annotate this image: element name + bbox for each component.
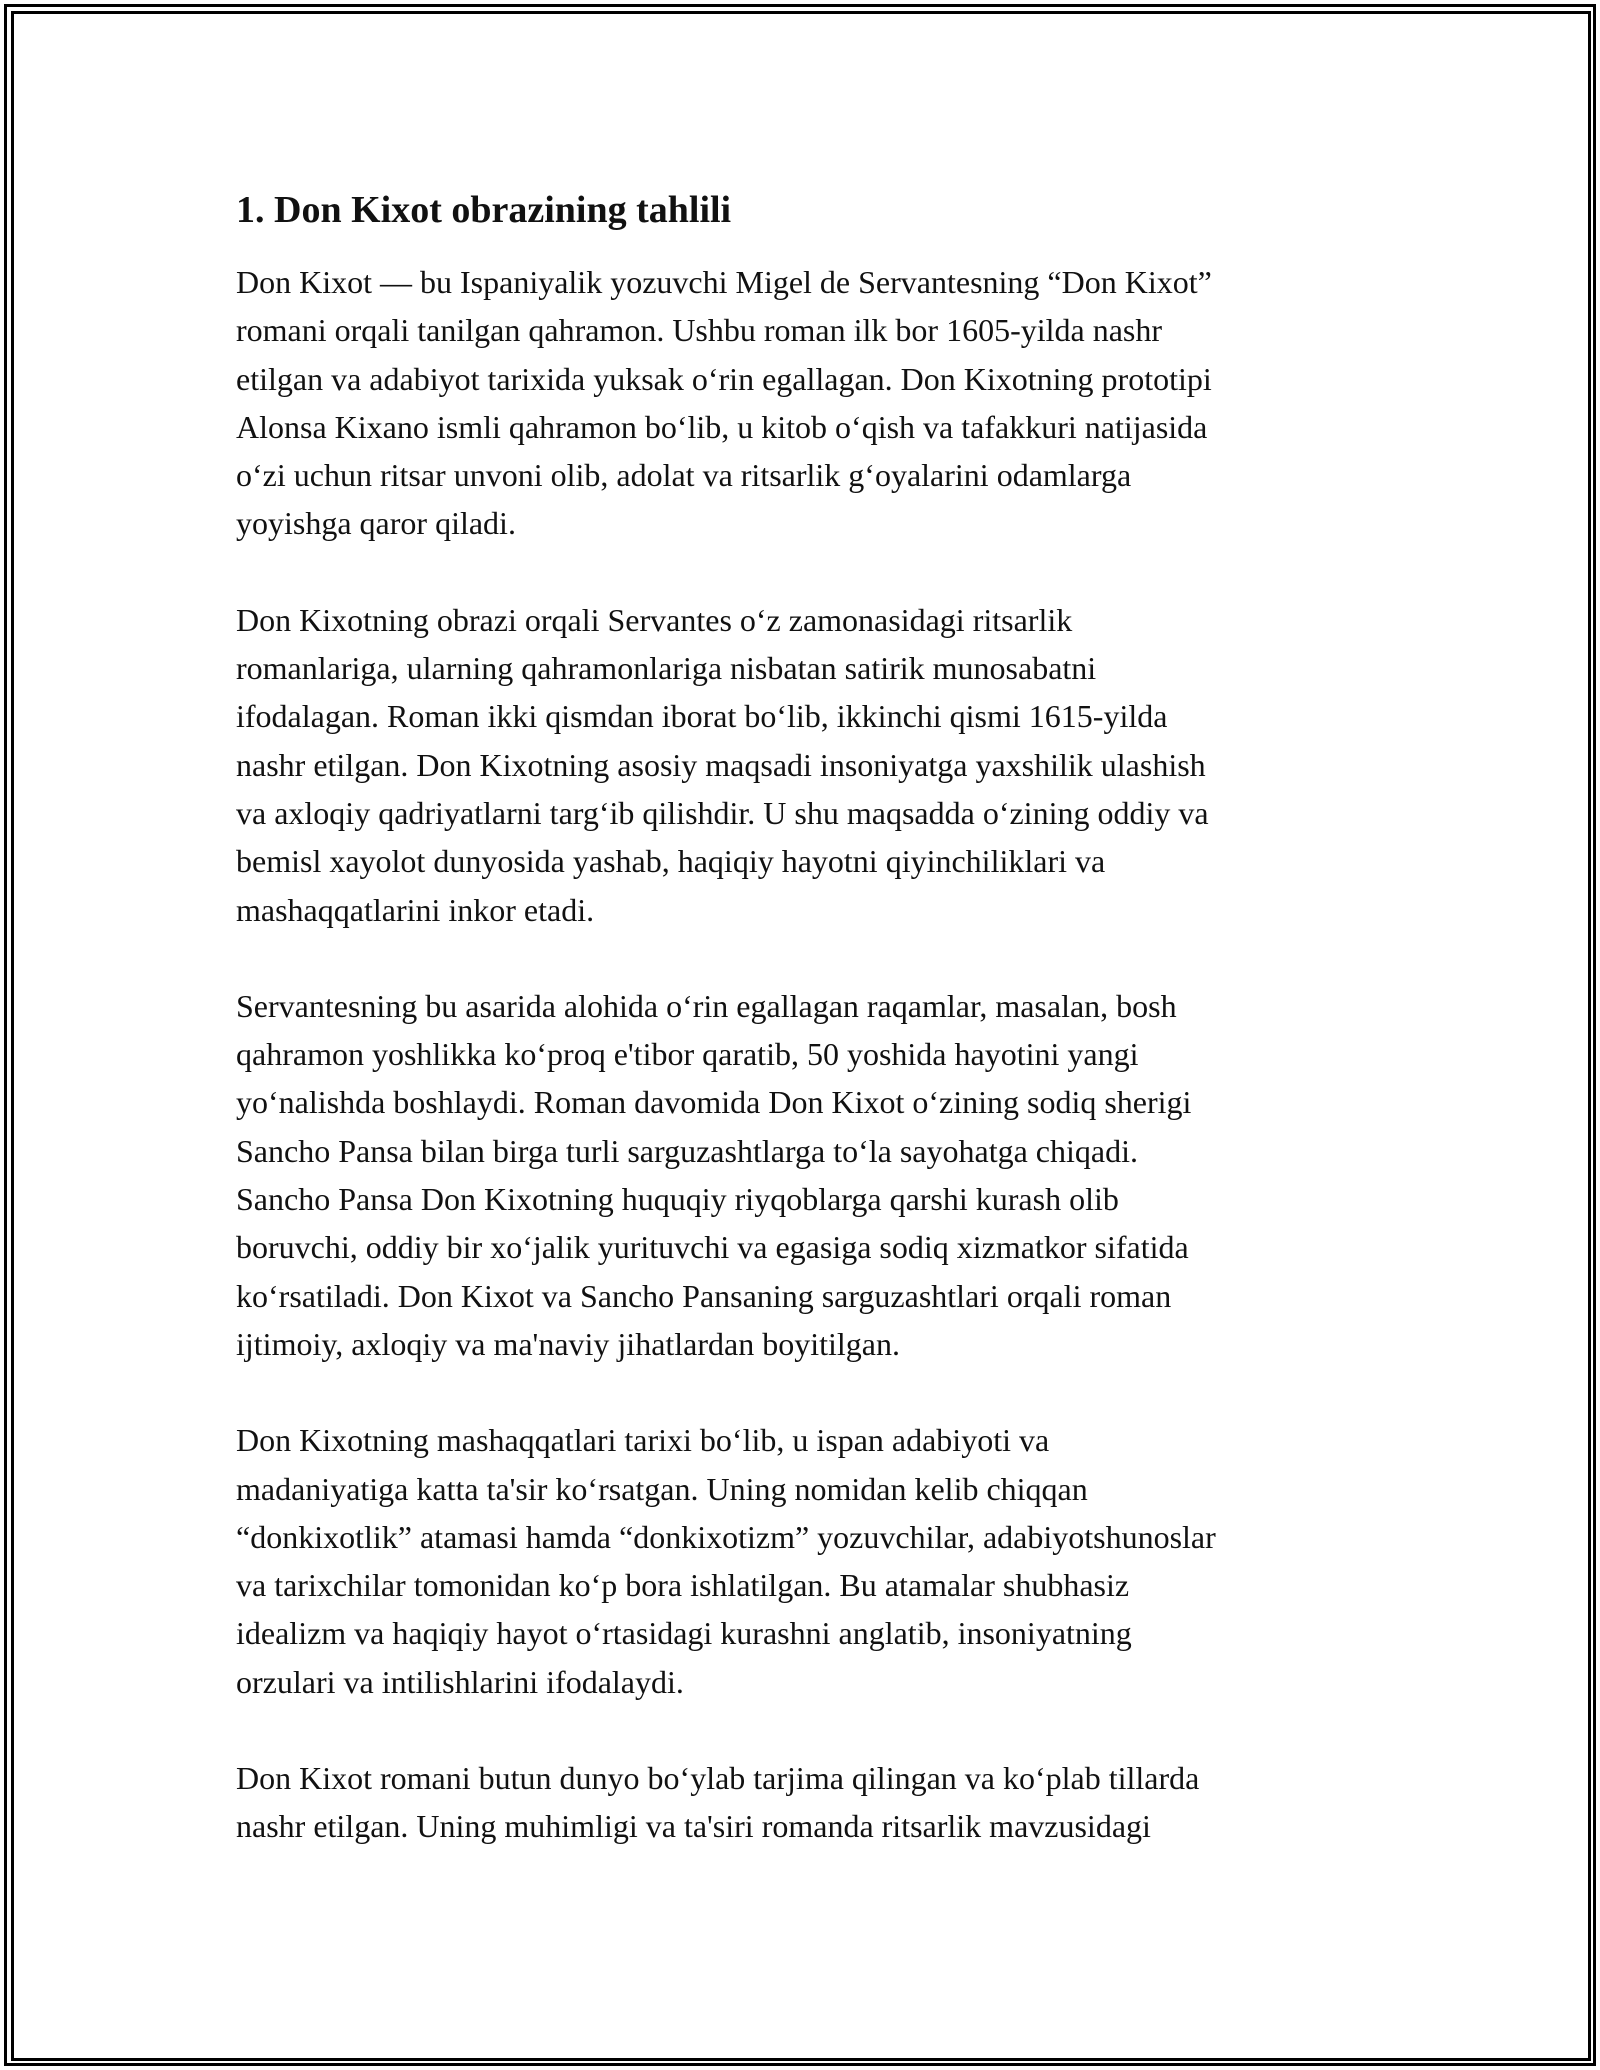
paragraph-4: Don Kixotning mashaqqatlari tarixi boʻlib, u ispan adabiyoti va madaniyatiga katta ta'sir koʻrsatgan. Uning nomidan kelib chiqqan “donkixotlik” atamasi hamda “donkixotizm” yozuvchilar, adabiyotshunoslar va tarixchilar tomonidan koʻp bora ishlatilgan. Bu atamalar shubhasiz idealizm va haqiqiy hayot oʻrtasidagi kurashni anglatib, insoniyatning orzulari va intilishlarini ifodalaydi.	[236, 1422, 1216, 1700]
paragraph-5: Don Kixot romani butun dunyo boʻylab tarjima qilingan va koʻplab tillarda nashr etilgan. Uning muhimligi va ta'siri romanda ritsarlik mavzusidagi	[236, 1760, 1200, 1845]
paragraph-1: Don Kixot — bu Ispaniyalik yozuvchi Migel de Servantesning “Don Kixot” romani orqali tanilgan qahramon. Ushbu roman ilk bor 1605-yilda nashr etilgan va adabiyot tarixida yuksak oʻrin egallagan. Don Kixotning prototipi Alonsa Kixano ismli qahramon boʻlib, u kitob oʻqish va tafakkuri natijasida oʻzi uchun ritsar unvoni olib, adolat va ritsarlik gʻoyalarini odamlarga yoyishga qaror qiladi.	[236, 264, 1212, 542]
section-heading: 1. Don Kixot obrazining tahlili	[236, 189, 732, 231]
paragraph-2: Don Kixotning obrazi orqali Servantes oʻz zamonasidagi ritsarlik romanlariga, ularning qahramonlariga nisbatan satirik munosabatni ifodalagan. Roman ikki qismdan iborat boʻlib, ikkinchi qismi 1615-yilda nashr etilgan. Don Kixotning asosiy maqsadi insoniyatga yaxshilik ulashish va axloqiy qadriyatlarni targʻib qilishdir. U shu maqsadda oʻzining oddiy va bemisl xayolot dunyosida yashab, haqiqiy hayotni qiyinchiliklari va mashaqqatlarini inkor etadi.	[236, 601, 1209, 928]
paragraph-3: Servantesning bu asarida alohida oʻrin egallagan raqamlar, masalan, bosh qahramon yoshlikka koʻproq e'tibor qaratib, 50 yoshida hayotini yangi yoʻnalishda boshlaydi. Roman davomida Don Kixot oʻzining sodiq sherigi Sancho Pansa bilan birga turli sarguzashtlarga toʻla sayohatga chiqadi. Sancho Pansa Don Kixotning huquqiy riyqoblarga qarshi kurash olib boruvchi, oddiy bir xoʻjalik yurituvchi va egasiga sodiq xizmatkor sifatida koʻrsatiladi. Don Kixot va Sancho Pansaning sarguzashtlari orqali roman ijtimoiy, axloqiy va ma'naviy jihatlardan boyitilgan.	[236, 987, 1192, 1362]
document-body	[236, 186, 1366, 1899]
